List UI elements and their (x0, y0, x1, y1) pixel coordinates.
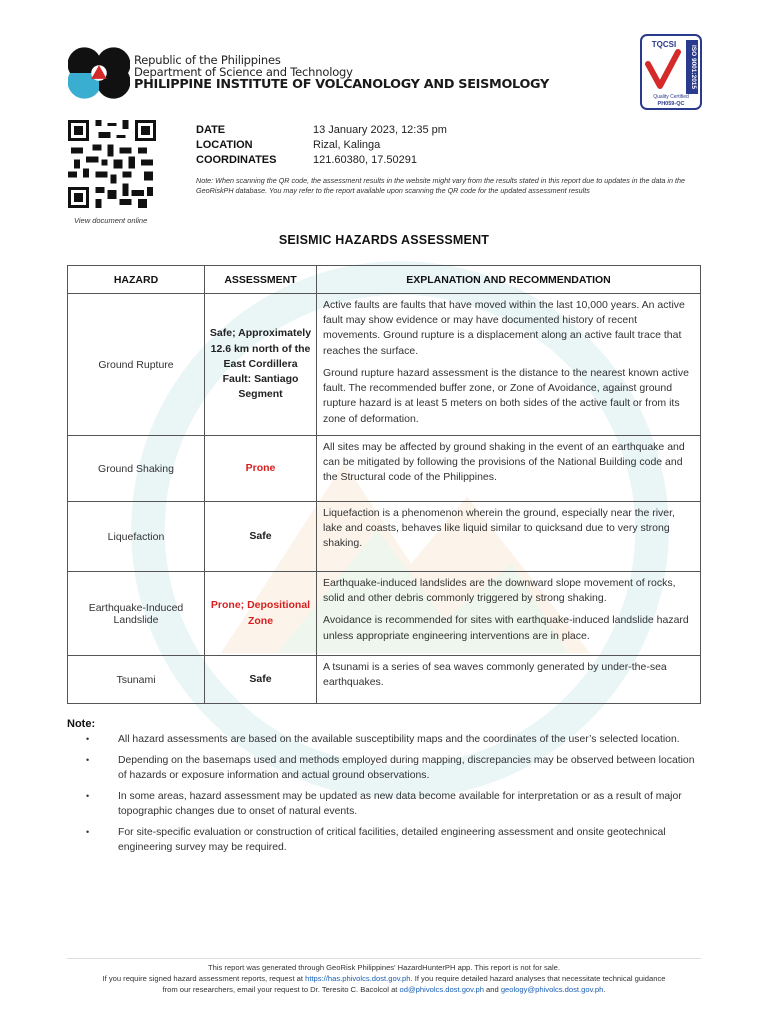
phivolcs-logo-icon (68, 42, 130, 104)
explanation-cell (317, 436, 701, 502)
notes-heading: Note: (67, 718, 96, 730)
hazard-cell: Ground Shaking (68, 436, 205, 502)
qr-scan-note: Note: When scanning the QR code, the assessment results in the website might vary from the results stated in this report due to updates in the data in the GeoRiskPH database. You may refer to the report available upon scanning the QR code for the updated assessment results (196, 176, 686, 196)
cert-code: PH059-QC (657, 101, 685, 107)
quality-certified-badge (640, 34, 702, 110)
agency-line-republic: Republic of the Philippines (134, 53, 281, 68)
assessment-cell: Prone (205, 436, 317, 502)
assessment-cell: Safe (205, 656, 317, 704)
page-title: SEISMIC HAZARDS ASSESSMENT (278, 233, 490, 247)
meta-coords-label: COORDINATES (196, 153, 277, 166)
agency-line-institute: PHILIPPINE INSTITUTE OF VOLCANOLOGY AND SEISMOLOGY (134, 77, 549, 93)
list-item: • Depending on the basemaps used and methods employed during mapping, discrepancies may be observed between location of hazards or exposure information and actual ground observations. (86, 753, 698, 783)
explanation-cell (317, 502, 701, 572)
assessment-cell: Safe (205, 502, 317, 572)
agency-header (68, 42, 549, 104)
hazard-cell: Ground Rupture (68, 294, 205, 436)
hazard-cell: Liquefaction (68, 502, 205, 572)
cert-label: Quality Certified (653, 94, 689, 100)
assessment-cell: Prone; Depositional Zone (205, 572, 317, 656)
col-header-assessment: ASSESSMENT (205, 266, 317, 294)
explanation-paragraph: A tsunami is a series of sea waves commonly generated by under-the-sea earthquakes. (323, 661, 667, 689)
table-row (68, 294, 701, 436)
footer-divider (67, 958, 701, 959)
list-item: • All hazard assessments are based on the available susceptibility maps and the coordinates of the user’s selected location. (86, 732, 698, 747)
table-row (68, 572, 701, 656)
meta-location-label: LOCATION (196, 138, 253, 151)
table-row (68, 436, 701, 502)
footer-text: and (483, 985, 501, 994)
explanation-paragraph: Ground rupture hazard assessment is the distance to the nearest known active fault. The recommended buffer zone, or Zone of Avoidance, against ground rupture hazard is at least 5 meters on both sides of the active fault or from its zone of deformation. (323, 366, 689, 425)
page-footer (0, 958, 768, 995)
explanation-cell (317, 572, 701, 656)
explanation-cell (317, 294, 701, 436)
table-header-row (68, 266, 701, 294)
cert-brand: TQCSI (651, 40, 677, 49)
footer-text: . (603, 985, 606, 994)
col-header-explanation: EXPLANATION AND RECOMMENDATION (317, 266, 701, 294)
explanation-paragraph: Active faults are faults that have moved within the last 10,000 years. An active fault may show evidence or may have documented history of recent movements. Ground rupture is a displacement along an active fault trace that reaches the surface. (323, 299, 685, 357)
hazard-cell: Earthquake-Induced Landslide (68, 572, 205, 656)
qr-caption: View document online (74, 216, 148, 225)
meta-date-value: 13 January 2023, 12:35 pm (313, 123, 447, 136)
meta-location-value: Rizal, Kalinga (313, 138, 381, 151)
meta-coords-value: 121.60380, 17.50291 (313, 153, 417, 166)
hazard-cell: Tsunami (68, 656, 205, 704)
meta-coords-row (196, 152, 447, 167)
table-row (68, 656, 701, 704)
meta-date-label: DATE (196, 123, 226, 136)
agency-line-department: Department of Science and Technology (134, 65, 353, 80)
table-row (68, 502, 701, 572)
list-item: • For site-specific evaluation or construction of critical facilities, detailed engineering assessment and onsite geotechnical engineering survey may be required. (86, 825, 698, 855)
footer-text: . If you require detailed hazard analyses that necessitate technical guidance (410, 974, 666, 983)
explanation-paragraph: Avoidance is recommended for sites with earthquake-induced landslide hazard unless appropriate engineering interventions are in place. (323, 614, 689, 642)
notes-list (86, 732, 698, 862)
footer-text: from our researchers, email your request to Dr. Teresito C. Bacolcol at (162, 985, 400, 994)
footer-line-1: This report was generated through GeoRisk Philippines' HazardHunterPH app. This report is not for sale. (207, 963, 561, 972)
cert-iso: ISO 9001:2015 (690, 44, 697, 90)
col-header-hazard: HAZARD (68, 266, 205, 294)
qr-code-icon[interactable] (68, 120, 156, 208)
report-meta (196, 122, 447, 167)
explanation-paragraph: Earthquake-induced landslides are the downward slope movement of rocks, solid and other debris commonly triggered by strong shaking. (323, 577, 676, 605)
assessment-cell: Safe; Approximately 12.6 km north of the East Cordillera Fault: Santiago Segment (205, 294, 317, 436)
footer-line-2 (0, 973, 768, 984)
has-portal-link[interactable]: https://has.phivolcs.dost.gov.ph (305, 974, 411, 983)
hazards-table (67, 265, 701, 704)
footer-text: If you require signed hazard assessment reports, request at (102, 974, 306, 983)
geology-email-link[interactable]: geology@phivolcs.dost.gov.ph (500, 985, 604, 994)
meta-date-row (196, 122, 447, 137)
list-item: • In some areas, hazard assessment may be updated as new data become available for interpretation or as a result of major topographic changes due to onset of natural events. (86, 789, 698, 819)
footer-line-3 (0, 984, 768, 995)
explanation-cell (317, 656, 701, 704)
explanation-paragraph: All sites may be affected by ground shaking in the event of an earthquake and can be mitigated by following the provisions of the National Building code and the Structural code of the Philippines. (323, 441, 685, 484)
meta-location-row (196, 137, 447, 152)
od-email-link[interactable]: od@phivolcs.dost.gov.ph (399, 985, 484, 994)
explanation-paragraph: Liquefaction is a phenomenon wherein the ground, especially near the river, lake and coasts, behaves like liquid similar to quicksand due to very strong shaking. (323, 507, 675, 550)
